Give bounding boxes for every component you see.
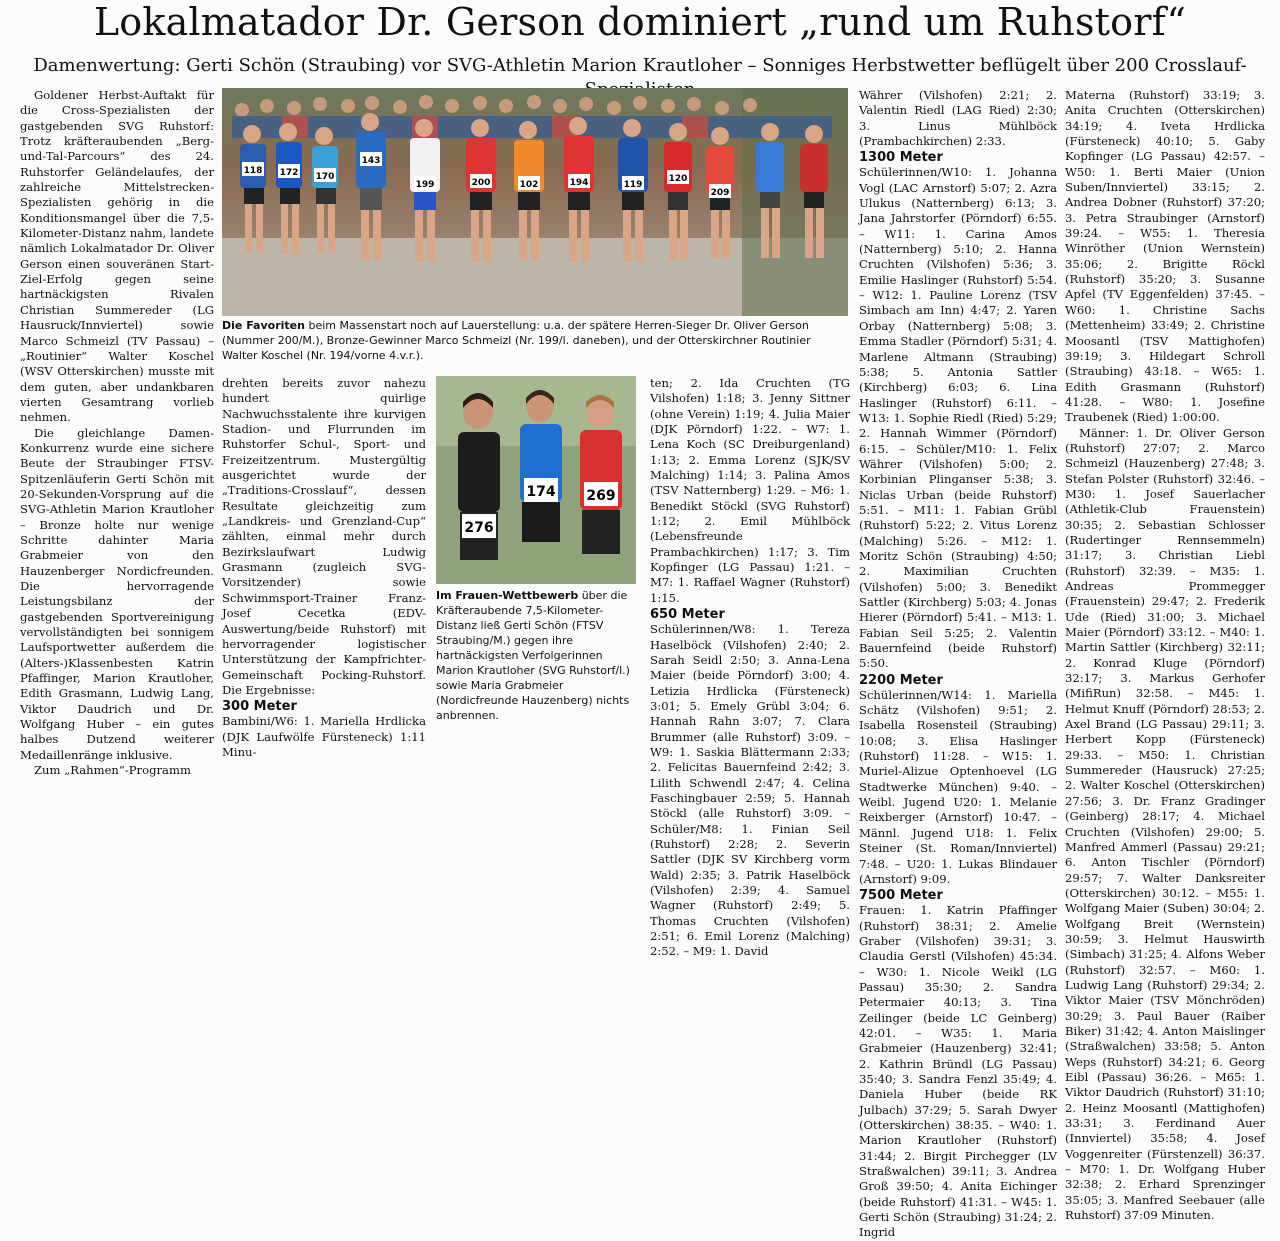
bib-number: 118 bbox=[243, 166, 263, 176]
bib-number: 199 bbox=[415, 180, 435, 190]
paragraph: Zum „Rahmen“-Programm bbox=[34, 763, 191, 778]
results-column-5 bbox=[1065, 88, 1265, 1223]
caption-lead: Die Favoriten bbox=[222, 319, 305, 332]
paragraph: Goldener Herbst-Auftakt für die Cross-Spezialisten der gastgebenden SVG Ruhstorf: Trotz kräfteraubenden „Berg-und-Tal-Parcours“ des 24. Ruhstorfer Geländelaufes, der zahlreiche Mittelstrecken-Spezialisten gehörig in die Konditionsmangel über die 7,5-Kilometer-Distanz nahm, landete nämlich Lokalmatador Dr. Oliver Gerson einen souveränen Start-Ziel-Erfolg gegen seine hartnäckigsten Rivalen Christian Summereder (LG Hausruck/Innviertel) sowie Marco Schmeizl (TV Passau) – „Routinier“ Walter Koschel (WSV Otterskirchen) musste mit dem guten, aber undankbaren vierten Gesamtrang vorlieb nehmen. bbox=[20, 88, 214, 425]
bib-number: 174 bbox=[526, 484, 556, 500]
section-title: 7500 Meter bbox=[859, 888, 943, 904]
bib-number: 276 bbox=[464, 520, 494, 536]
women-winners-photo bbox=[436, 376, 636, 584]
runners-illustration bbox=[222, 88, 848, 316]
results-text: ten; 2. Ida Cruchten (TG Vilshofen) 1:18; 3. Jenny Sittner (ohne Verein) 1:19; 4. Julia Maier (DJK Pörndorf) 1:22. – W7: 1. Lena Koch (SC Dreiburgenland) 1:13; 2. Emma Lorenz (SJK/SV Malching) 1:14; 3. Palina Amos (TSV Natternberg) 1:29. – M6: 1. Benedikt Stöckl (SVG Ruhstorf) 1:12; 2. Emil Mühlböck (Lebensfreunde Prambachkirchen) 1:17; 3. Tim Kopfinger (LG Passau) 1:21. – M7: 1. Raffael Wagner (Ruhstorf) 1:15. bbox=[650, 376, 850, 605]
bib-number: 209 bbox=[710, 188, 730, 198]
article-column-2 bbox=[222, 376, 426, 759]
section-title: 1300 Meter bbox=[859, 150, 943, 166]
results-text: Frauen: 1. Katrin Pfaffinger (Ruhstorf) 38:31; 2. Amelie Graber (Vilshofen) 39:31; 3. Claudia Gerstl (Vilshofen) 45:34. – W30: 1. Nicole Weikl (LG Passau) 35:30; 2. Sandra Petermaier 40:13; 3. Tina Zeilinger (beide LC Geinberg) 42:01. – W35: 1. Maria Grabmeier (Hauzenberg) 32:41; 2. Kathrin Bründl (LG Passau) 35:40; 3. Sandra Fenzl 35:49; 4. Daniela Huber (beide RK Julbach) 37:29; 5. Sarah Dwyer (Otterskirchen) 38:35. – W40: 1. Marion Krautloher (Ruhstorf) 31:44; 2. Birgit Pirchegger (LV Straßwalchen) 39:11; 3. Andrea Groß 39:50; 4. Anita Eichinger (beide Ruhstorf) 41:31. – W45: 1. Gerti Schön (Straubing) 31:24; 2. Ingrid bbox=[859, 903, 1057, 1240]
bib-number: 102 bbox=[519, 180, 539, 190]
article-column-1 bbox=[20, 88, 214, 778]
results-text: Währer (Vilshofen) 2:21; 2. Valentin Riedl (LAG Ried) 2:30; 3. Linus Mühlböck (Prambachkirchen) 2:33. bbox=[859, 88, 1057, 149]
caption-text: über die Kräfteraubende 7,5-Kilometer-Distanz ließ Gerti Schön (FTSV Straubing/M.) gegen ihre hartnäckigsten Verfolgerinnen Marion Krautloher (SVG Ruhstorf/l.) sowie Maria Grabmeier (Nordicfreunde Hauzenberg) nichts anbrennen. bbox=[436, 589, 630, 722]
article-column-3 bbox=[650, 376, 850, 959]
subheadline: Damenwertung: Gerti Schön (Straubing) vor SVG-Athletin Marion Krautloher – Sonniges Herbstwetter beflügelt über 200 Crosslauf- bbox=[33, 55, 1247, 76]
headline: Lokalmatador Dr. Gerson dominiert „rund um Ruhstorf“ bbox=[93, 0, 1187, 44]
results-text: Bambini/W6: 1. Mariella Hrdlicka (DJK Laufwölfe Fürsteneck) 1:11 Minu- bbox=[222, 714, 426, 759]
bib-number: 120 bbox=[668, 174, 688, 184]
section-title: 650 Meter bbox=[650, 607, 725, 623]
bib-number: 172 bbox=[279, 168, 299, 178]
caption-lead: Im Frauen-Wettbewerb bbox=[436, 589, 579, 602]
bib-number: 119 bbox=[623, 180, 643, 190]
paragraph: drehten bereits zuvor nahezu hundert quirlige Nachwuchsstalente ihre kurvigen Stadion- und Flurrunden im Ruhstorfer Schul-, Sport- und Freizeitzentrum. Mustergültig ausgerichtet wurde der „Traditions-Crosslauf“, dessen Resultate gleichzeitig zum „Landkreis- und Grenzland-Cup“ zählten, einmal mehr durch Bezirkslaufwart Ludwig Grasmann (zugleich SVG-Vorsitzender) sowie Schwimmsport-Trainer Franz-Josef Cecetka (EDV-Auswertung/beide Ruhstorf) mit hervorragender logistischer Unterstützung der Kampfrichter-Gemeinschaft Pocking-Ruhstorf. Die Ergebnisse: bbox=[222, 376, 426, 697]
bib-number: 170 bbox=[315, 172, 335, 182]
bib-number: 269 bbox=[586, 488, 616, 504]
photo-caption-2 bbox=[436, 588, 636, 723]
caption-text: beim Massenstart noch auf Lauerstellung: u.a. der spätere Herren-Sieger Dr. Oliver Gerson (Nummer 200/M.), Bronze-Gewinner Marco Schmeizl (Nr. 199/l. daneben), und der Otterskirchner Routinier Walter Koschel (Nr. 194/vorne 4.v.r.). bbox=[222, 319, 811, 362]
results-column-4 bbox=[859, 88, 1057, 1240]
results-text: Männer: 1. Dr. Oliver Gerson (Ruhstorf) 27:07; 2. Marco Schmeizl (Hauzenberg) 27:48; 3. Stefan Polster (Ruhstorf) 32:46. – M30: 1. Josef Sauerlacher (Athletik-Club Frauenstein) 30:35; 2. Sebastian Schlosser (Rudertinger Rennsemmeln) 31:17; 3. Christian Liebl (Ruhstorf) 32:39. – M35: 1. Andreas Prommegger (Frauenstein) 29:47; 2. Frederik Ude (Ried) 31:00; 3. Michael Maier (Pörndorf) 33:12. – M40: 1. Martin Sattler (Kirchberg) 32:11; 2. Konrad Kluge (Pörndorf) 32:17; 3. Markus Gerhofer (MifiRun) 32:58. – M45: 1. Helmut Knuff (Pörndorf) 28:53; 2. Axel Brand (LG Passau) 29:11; 3. Herbert Kopp (Fürsteneck) 29:33. – M50: 1. Christian Summereder (Hausruck) 27:25; 2. Walter Koschel (Otterskirchen) 27:56; 3. Dr. Franz Gradinger (Geinberg) 28:17; 4. Michael Cruchten (Vilshofen) 29:00; 5. Manfred Ammerl (Passau) 29:21; 6. Anton Tischler (Pörndorf) 29:57; 7. Walter Danksreiter (Otterskirchen) 30:12. – M55: 1. Wolfgang Maier (Suben) 30:04; 2. Wolfgang Breit (Wernstein) 30:59; 3. Helmut Hauswirth (Simbach) 31:25; 4. Alfons Weber (Ruhstorf) 32:57. – M60: 1. Ludwig Lang (Ruhstorf) 29:34; 2. Viktor Maier (TSV Mönchröden) 30:29; 3. Paul Bauer (Raiber Biker) 31:42; 4. Anton Maislinger (Straßwalchen) 33:58; 5. Anton Weps (Ruhstorf) 34:21; 6. Georg Eibl (Passau) 36:26. – M65: 1. Viktor Daudrich (Ruhstorf) 31:10; 2. Heinz Moosantl (Mattighofen) 33:31; 3. Ferdinand Auer (Innviertel) 35:58; 4. Josef Voggenreiter (Fürstenzell) 36:37. – M70: 1. Dr. Wolfgang Huber 32:38; 2. Erhard Sprenzinger 35:05; 3. Manfred Seebauer (alle Ruhstorf) 37:09 Minuten. bbox=[1065, 425, 1265, 1223]
results-text: Schülerinnen/W10: 1. Johanna Vogl (LAC Arnstorf) 5:07; 2. Azra Ulukus (Natternberg) 6:13; 3. Jana Jahrstorfer (Pörndorf) 6:55. – W11: 1. Carina Amos (Natternberg) 5:10; 2. Hanna Cruchten (Vilshofen) 5:36; 3. Emilie Haslinger (Ruhstorf) 5:54. – W12: 1. Pauline Lorenz (TSV Simbach am Inn) 4:47; 2. Yaren Orbay (Natternberg) 5:08; 3. Emma Stadler (Pörndorf) 5:31; 4. Marlene Altmann (Straubing) 5:38; 5. Antonia Sattler (Kirchberg) 6:03; 6. Lina Haslinger (Ruhstorf) 6:11. – W13: 1. Sophie Riedl (Ried) 5:29; 2. Hannah Wimmer (Pörndorf) 6:15. – Schüler/M10: 1. Felix Währer (Vilshofen) 5:00; 2. Korbinian Plinganser 5:38; 3. Niclas Urban (beide Ruhstorf) 5:51. – M11: 1. Fabian Grübl (Ruhstorf) 5:22; 2. Vitus Lorenz (Malching) 5:26. – M12: 1. Moritz Schön (Straubing) 4:50; 2. Maximilian Cruchten (Vilshofen) 5:00; 3. Benedikt Sattler (Kirchberg) 5:03; 4. Jonas Hierer (Pörndorf) 5:41. – M13: 1. Fabian Seil 5:25; 2. Valentin Bauernfeind (beide Ruhstorf) 5:50. bbox=[859, 165, 1057, 671]
section-title: 2200 Meter bbox=[859, 672, 943, 688]
mass-start-photo bbox=[222, 88, 848, 316]
bib-number: 143 bbox=[361, 156, 381, 166]
paragraph: Die gleichlange Damen-Konkurrenz wurde eine sichere Beute der Straubinger FTSV-Spitzenläuferin Gerti Schön mit 20-Sekunden-Vorsprung auf die SVG-Athletin Marion Krautloher – Bronze holte nur wenige Schritte dahinter Maria Grabmeier von den Hauzenberger Nordicfreunden. Die hervorragende Leistungsbilanz der gastgebenden Sportvereinigung vervollständigten bei sonnigem Laufsportwetter außerdem die (Alters-)Klassenbesten Katrin Pfaffinger, Marion Krautloher, Edith Grasmann, Ludwig Lang, Viktor Daudrich und Dr. Wolfgang Huber – ein gutes halbes Dutzend weiterer Medaillenränge inklusive. bbox=[20, 425, 214, 762]
women-runners-illustration bbox=[436, 376, 636, 584]
photo-caption-1 bbox=[222, 318, 848, 363]
results-text: Schülerinnen/W14: 1. Mariella Schätz (Vilshofen) 9:51; 2. Isabella Rosensteil (Straubing) 10:08; 3. Elisa Haslinger (Ruhstorf) 11:28. – W15: 1. Muriel-Alizue Optenhoevel (LG Stadtwerke München) 9:40. – Weibl. Jugend U20: 1. Melanie Reixberger (Arnstorf) 10:47. – Männl. Jugend U18: 1. Felix Steiner (St. Roman/Innviertel) 7:48. – U20: 1. Lukas Blindauer (Arnstorf) 9:09. bbox=[859, 687, 1057, 886]
bib-number: 200 bbox=[471, 178, 491, 188]
section-title: 300 Meter bbox=[222, 699, 297, 715]
results-text: Materna (Ruhstorf) 33:19; 3. Anita Cruchten (Otterskirchen) 34:19; 4. Iveta Hrdlicka (Fürsteneck) 40:10; 5. Gaby Kopfinger (LG Passau) 42:57. – W50: 1. Berti Maier (Union Suben/Innviertel) 33:15; 2. Andrea Dobner (Ruhstorf) 37:20; 3. Petra Straubinger (Arnstorf) 39:24. – W55: 1. Theresia Winröther (Union Wernstein) 35:06; 2. Brigitte Röckl (Ruhstorf) 35:20; 3. Susanne Apfel (TV Eggenfelden) 37:45. – W60: 1. Christine Sachs (Mettenheim) 33:49; 2. Christine Moosantl (TSV Mattighofen) 39:19; 3. Hildegart Schroll (Straubing) 43:18. – W65: 1. Edith Grasmann (Ruhstorf) 41:28. – W80: 1. Josefine Traubenek (Ried) 1:00:00. bbox=[1065, 88, 1265, 425]
bib-number: 194 bbox=[569, 178, 589, 188]
results-text: Schülerinnen/W8: 1. Tereza Haselböck (Vilshofen) 2:40; 2. Sarah Seidl 2:50; 3. Anna-Lena Maier (beide Pörndorf) 3:00; 4. Letizia Hrdlicka (Fürsteneck) 3:01; 5. Emely Grübl 3:04; 6. Hannah Rahn 3:07; 7. Clara Brummer (alle Ruhstorf) 3:09. – W9: 1. Saskia Blättermann 2:33; 2. Felicitas Bauernfeind 2:42; 3. Lilith Schwendl 2:47; 4. Celina Faschingbauer 2:59; 5. Hannah Stöckl (alle Ruhstorf) 3:09. – Schüler/M8: 1. Finian Seil (Ruhstorf) 2:28; 2. Severin Sattler (DJK SV Kirchberg vorm Wald) 2:35; 3. Patrik Haselböck (Vilshofen) 2:39; 4. Samuel Wagner (Ruhstorf) 2:49; 5. Thomas Cruchten (Vilshofen) 2:51; 6. Emil Lorenz (Malching) 2:52. – M9: 1. David bbox=[650, 622, 850, 959]
